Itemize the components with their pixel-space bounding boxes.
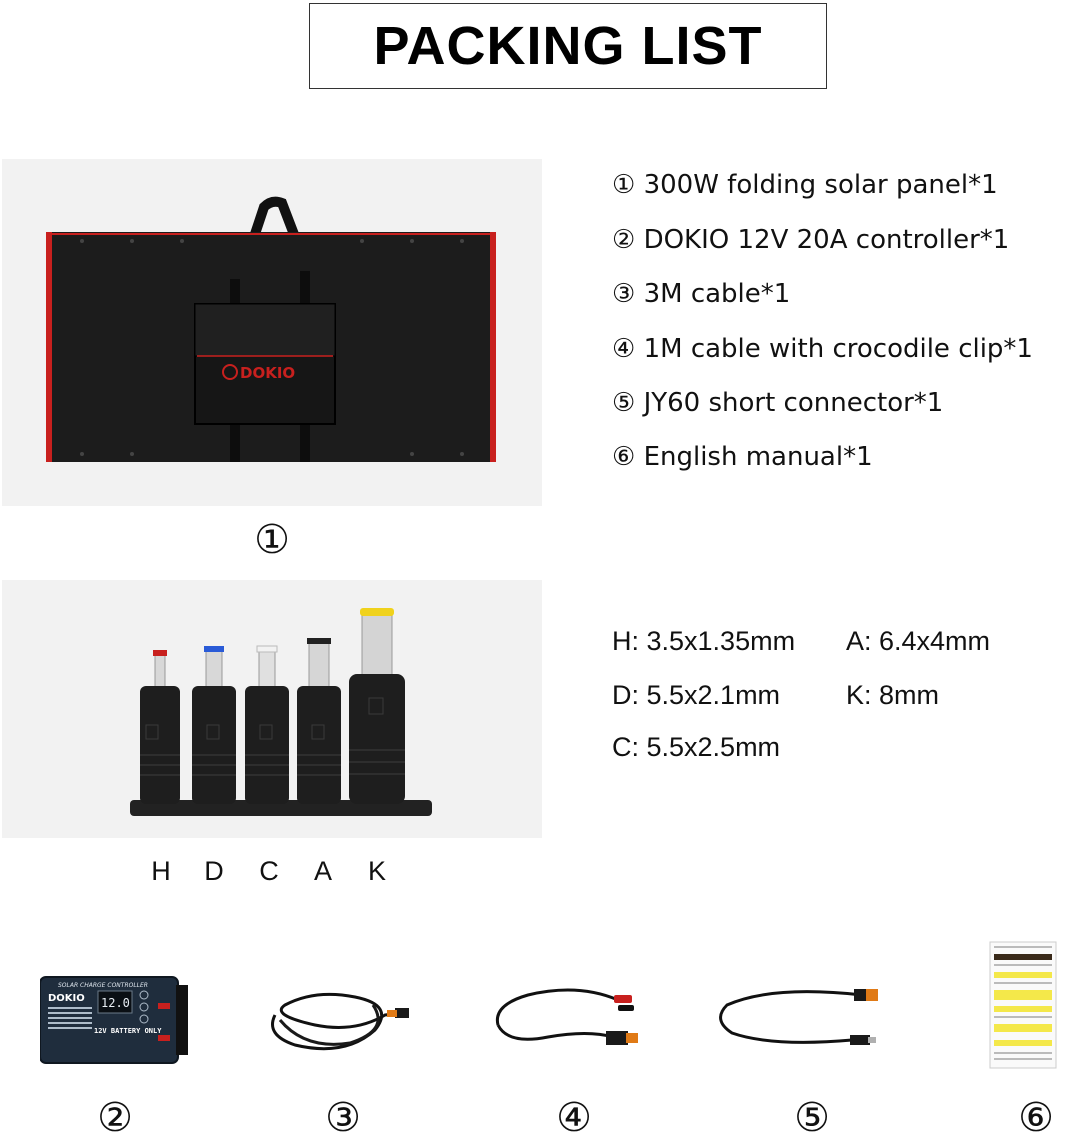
list-item-4: ④ 1M cable with crocodile clip*1 [612,334,1033,364]
item-number-6: ⑥ [1018,1095,1054,1141]
tip-label-c: C [259,856,279,886]
bag-edge-right [490,232,496,462]
list-item-1: ① 300W folding solar panel*1 [612,170,998,200]
tip-label-a: A [313,856,332,886]
black-clip-icon [618,1005,634,1011]
page-title: PACKING LIST [373,16,763,76]
jy60-connector-illustration [712,975,882,1065]
bag-edge-left [46,232,52,462]
manual-illustration [988,940,1060,1070]
cable-3m-illustration [255,975,415,1065]
spec-d: D: 5.5x2.1mm [612,680,781,710]
cable-3m-photo [255,975,415,1065]
title-box [309,3,827,89]
list-item-5: ⑤ JY60 short connector*1 [612,388,944,418]
item-number-1: ① [254,517,290,563]
controller-header: SOLAR CHARGE CONTROLLER [58,982,148,989]
spec-k: K: 8mm [846,680,940,710]
dc-tips-photo [2,580,542,838]
dc-tips-illustration [2,580,542,838]
tip-a [297,638,341,804]
spec-h: H: 3.5x1.35mm [612,626,796,656]
tip-label-d: D [204,856,224,886]
controller-brand: DOKIO [48,993,85,1004]
spec-a: A: 6.4x4mm [846,626,991,656]
jy60-connector-photo [712,975,882,1065]
controller-illustration [40,975,190,1065]
bag-pocket-flap [195,304,335,356]
list-item-3: ③ 3M cable*1 [612,279,791,309]
bag-brand-text: DOKIO [240,364,296,382]
tip-c [245,646,289,804]
controller-display: 12.0 [101,996,130,1010]
spec-c: C: 5.5x2.5mm [612,732,781,762]
controller-battery-label: 12V BATTERY ONLY [94,1027,162,1035]
controller-photo [40,975,190,1065]
solar-bag-illustration [2,159,542,506]
tip-label-h: H [151,856,171,886]
item-number-4: ④ [556,1095,592,1141]
solar-panel-photo [2,159,542,506]
cable-clip-illustration [488,975,648,1065]
item-number-5: ⑤ [794,1095,830,1141]
list-item-2: ② DOKIO 12V 20A controller*1 [612,225,1010,255]
tip-label-k: K [367,856,386,886]
item-number-3: ③ [325,1095,361,1141]
cable-clip-photo [488,975,648,1065]
list-item-6: ⑥ English manual*1 [612,442,873,472]
red-clip-icon [614,995,632,1003]
manual-photo [988,940,1060,1070]
tip-d [192,646,236,804]
tip-h [140,650,180,804]
item-number-2: ② [97,1095,133,1141]
